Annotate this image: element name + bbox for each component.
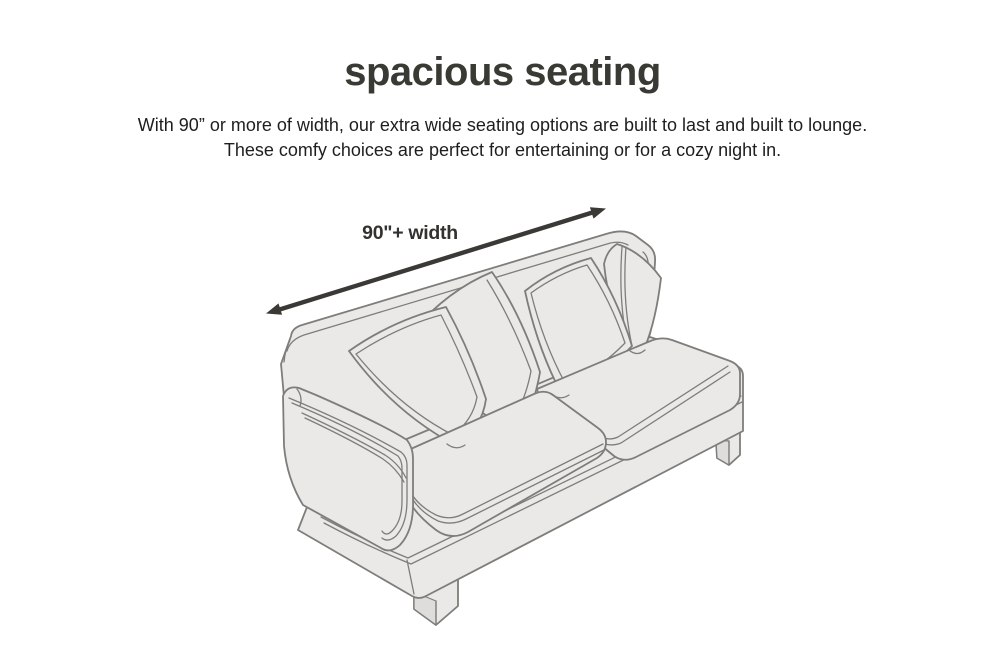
page-title: spacious seating xyxy=(344,50,661,94)
intro-line-1: With 90” or more of width, our extra wide seating options are built to last and built to lounge. xyxy=(137,115,868,135)
dimension-label: 90"+ width xyxy=(362,222,458,244)
sofa-line-drawing xyxy=(281,231,743,625)
intro-line-2: These comfy choices are perfect for entertaining or for a cozy night in. xyxy=(223,140,782,160)
